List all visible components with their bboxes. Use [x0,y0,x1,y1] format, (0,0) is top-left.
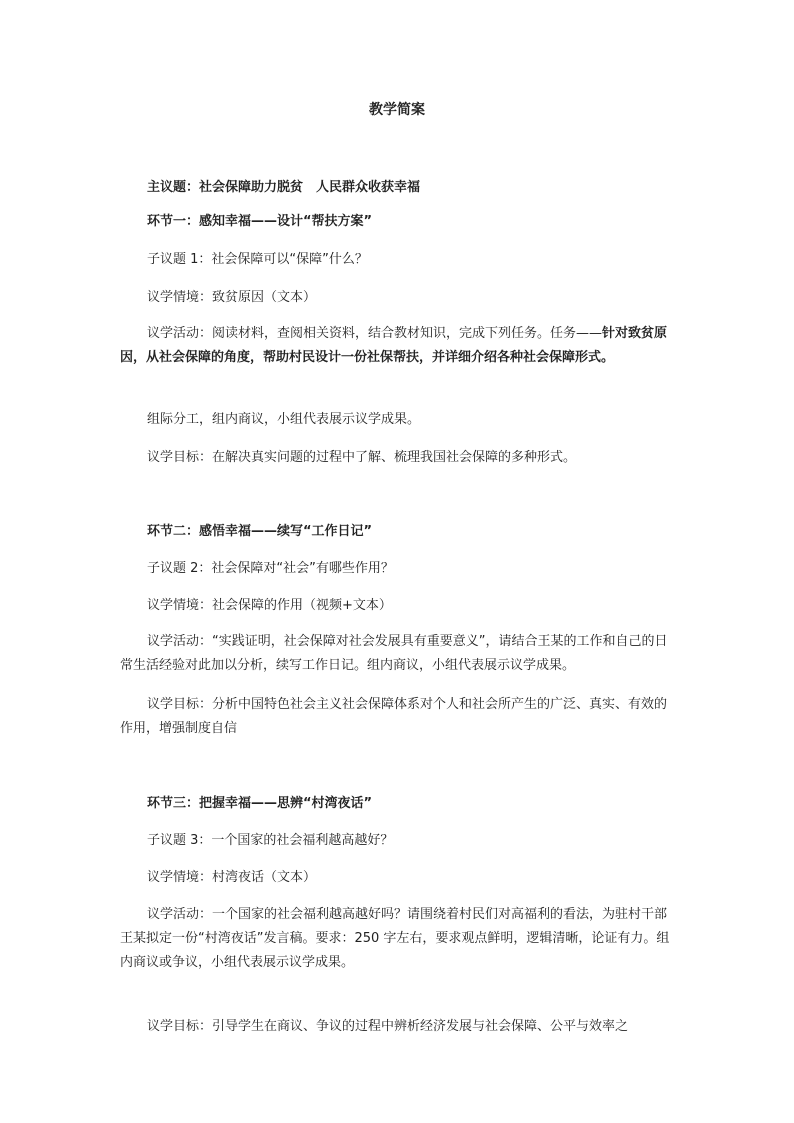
section1-sub-topic: 子议题 1：社会保障可以“保障”什么？ [147,252,368,267]
section1-division: 组际分工，组内商议，小组代表展示议学成果。 [147,412,421,427]
section2-goal: 议学目标：分析中国特色社会主义社会保障体系对个人和社会所产生的广泛、真实、有效的作用，增强制度自信 [120,697,668,736]
section1-activity-text: 议学活动：阅读材料，查阅相关资料，结合教材知识，完成下列任务。任务—— [147,326,603,341]
section2-situation: 议学情境：社会保障的作用（视频+文本） [147,598,392,613]
section3-heading: 环节三：把握幸福——思辨“村湾夜话” [147,796,373,811]
section3-situation: 议学情境：村湾夜话（文本） [147,870,317,885]
document-title: 教学简案 [369,102,425,118]
section2-activity: 议学活动：“实践证明，社会保障对社会发展具有重要意义”，请结合王某的工作和自己的日常生活经验对此加以分析，续写工作日记。组内商议，小组代表展示议学成果。 [120,634,668,673]
section1-activity [120,322,676,370]
section3-sub-topic: 子议题 3：一个国家的社会福利越高越好？ [147,833,394,848]
section1-goal: 议学目标：在解决真实问题的过程中了解、梳理我国社会保障的多种形式。 [147,450,577,465]
main-topic: 主议题：社会保障助力脱贫 人民群众收获幸福 [147,180,421,195]
section2-heading: 环节二：感悟幸福——续写“工作日记” [147,524,373,539]
section3-goal: 议学目标：引导学生在商议、争议的过程中辨析经济发展与社会保障、公平与效率之 [147,1019,629,1034]
section1-situation: 议学情境：致贫原因（文本） [147,290,317,305]
section2-sub-topic: 子议题 2：社会保障对“社会”有哪些作用？ [147,561,394,576]
section3-activity: 议学活动：一个国家的社会福利越高越好吗？请围绕着村民们对高福利的看法，为驻村干部王某拟定一份“村湾夜话”发言稿。要求：250 字左右，要求观点鲜明，逻辑清晰，论证有力。组内商议或争议，小组代表展示议学成果。 [120,907,670,970]
section1-heading: 环节一：感知幸福——设计“帮扶方案” [147,214,373,229]
section1-activity-task: 针对致贫原因，从社会保障的角度，帮助村民设计一份社保帮扶，并详细介绍各种社会保障形式。 [120,326,668,365]
